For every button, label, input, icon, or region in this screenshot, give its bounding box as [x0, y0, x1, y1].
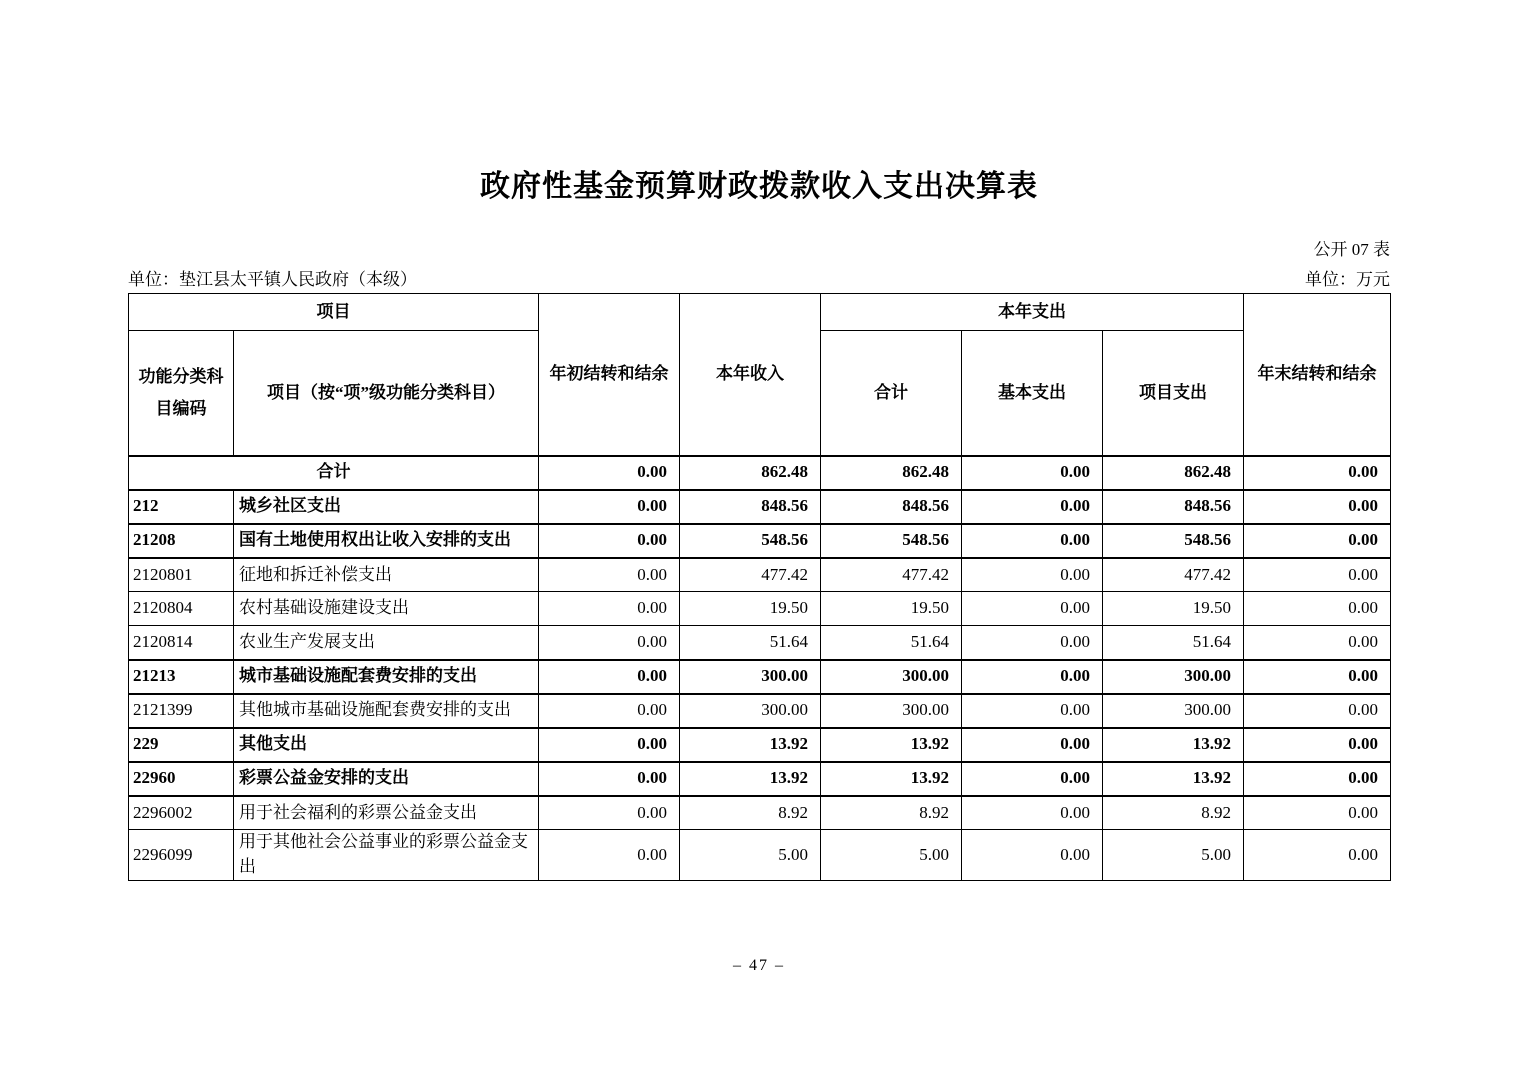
row-code: 21208 [129, 524, 234, 558]
row-value: 19.50 [821, 592, 962, 626]
row-value: 477.42 [1103, 558, 1244, 592]
row-name: 国有土地使用权出让收入安排的支出 [234, 524, 539, 558]
header-row-top [129, 294, 1391, 331]
row-value: 13.92 [821, 762, 962, 796]
table-row [129, 490, 1391, 524]
row-value: 0.00 [539, 524, 680, 558]
row-value: 0.00 [1244, 694, 1391, 728]
row-value: 5.00 [1103, 830, 1244, 880]
row-value: 477.42 [821, 558, 962, 592]
row-value: 8.92 [821, 796, 962, 830]
unit-left-label: 单位：垫江县太平镇人民政府（本级） [128, 270, 417, 289]
row-value: 862.48 [821, 456, 962, 490]
row-value: 13.92 [1103, 762, 1244, 796]
document-content [128, 170, 1390, 975]
row-value: 300.00 [821, 694, 962, 728]
table-row [129, 456, 1391, 490]
row-value: 0.00 [962, 626, 1103, 660]
header-current-year-expense: 本年支出 [821, 294, 1244, 331]
table-row [129, 626, 1391, 660]
row-name: 城市基础设施配套费安排的支出 [234, 660, 539, 694]
row-value: 0.00 [539, 796, 680, 830]
row-value: 0.00 [539, 830, 680, 880]
table-row [129, 524, 1391, 558]
row-code: 21213 [129, 660, 234, 694]
table-row [129, 796, 1391, 830]
row-value: 0.00 [1244, 728, 1391, 762]
row-value: 0.00 [962, 796, 1103, 830]
row-name: 其他支出 [234, 728, 539, 762]
row-value: 0.00 [1244, 456, 1391, 490]
row-value: 548.56 [1103, 524, 1244, 558]
row-value: 477.42 [680, 558, 821, 592]
row-value: 0.00 [962, 524, 1103, 558]
unit-row [128, 265, 1390, 290]
row-value: 0.00 [1244, 592, 1391, 626]
row-value: 0.00 [539, 728, 680, 762]
table-row [129, 660, 1391, 694]
table-row [129, 694, 1391, 728]
header-item: 项目（按“项”级功能分类科目） [234, 331, 539, 456]
row-value: 848.56 [680, 490, 821, 524]
row-name: 农村基础设施建设支出 [234, 592, 539, 626]
row-value: 0.00 [539, 558, 680, 592]
row-code: 212 [129, 490, 234, 524]
row-value: 300.00 [821, 660, 962, 694]
row-value: 0.00 [1244, 762, 1391, 796]
row-value: 0.00 [539, 490, 680, 524]
row-value: 5.00 [680, 830, 821, 880]
table-code-label: 公开 07 表 [1313, 240, 1390, 259]
row-value: 862.48 [680, 456, 821, 490]
row-code: 2120804 [129, 592, 234, 626]
row-value: 13.92 [821, 728, 962, 762]
row-value: 300.00 [680, 694, 821, 728]
row-value: 0.00 [962, 456, 1103, 490]
row-value: 0.00 [962, 830, 1103, 880]
row-value: 0.00 [539, 592, 680, 626]
row-name: 其他城市基础设施配套费安排的支出 [234, 694, 539, 728]
row-value: 0.00 [962, 490, 1103, 524]
row-code: 2296099 [129, 830, 234, 880]
row-value: 13.92 [1103, 728, 1244, 762]
unit-right-label: 单位：万元 [1305, 270, 1390, 289]
row-value: 548.56 [821, 524, 962, 558]
row-value: 0.00 [1244, 830, 1391, 880]
header-beginning-balance: 年初结转和结余 [539, 294, 680, 456]
row-value: 848.56 [1103, 490, 1244, 524]
row-code: 22960 [129, 762, 234, 796]
page-number: – 47 – [733, 956, 785, 974]
row-code: 229 [129, 728, 234, 762]
row-value: 300.00 [680, 660, 821, 694]
row-value: 0.00 [962, 762, 1103, 796]
row-code: 2120801 [129, 558, 234, 592]
row-value: 0.00 [962, 558, 1103, 592]
row-code: 2121399 [129, 694, 234, 728]
table-row [129, 830, 1391, 880]
row-value: 0.00 [1244, 524, 1391, 558]
row-name: 农业生产发展支出 [234, 626, 539, 660]
row-code: 2120814 [129, 626, 234, 660]
row-name: 征地和拆迁补偿支出 [234, 558, 539, 592]
row-value: 0.00 [539, 456, 680, 490]
row-value: 0.00 [962, 660, 1103, 694]
row-value: 19.50 [680, 592, 821, 626]
header-current-year-income: 本年收入 [680, 294, 821, 456]
table-header [129, 294, 1391, 456]
row-name: 彩票公益金安排的支出 [234, 762, 539, 796]
row-value: 8.92 [1103, 796, 1244, 830]
row-name: 用于社会福利的彩票公益金支出 [234, 796, 539, 830]
row-value: 0.00 [539, 694, 680, 728]
row-value: 5.00 [821, 830, 962, 880]
page-title: 政府性基金预算财政拨款收入支出决算表 [480, 170, 1038, 203]
row-value: 13.92 [680, 762, 821, 796]
header-project-group: 项目 [129, 294, 539, 331]
row-value: 0.00 [1244, 558, 1391, 592]
row-value: 862.48 [1103, 456, 1244, 490]
header-basic-expense: 基本支出 [962, 331, 1103, 456]
row-value: 548.56 [680, 524, 821, 558]
row-name: 用于其他社会公益事业的彩票公益金支出 [234, 830, 539, 880]
header-project-expense: 项目支出 [1103, 331, 1244, 456]
table-row [129, 728, 1391, 762]
row-value: 0.00 [962, 728, 1103, 762]
table-row [129, 558, 1391, 592]
table-body [129, 456, 1391, 880]
row-value: 8.92 [680, 796, 821, 830]
row-value: 300.00 [1103, 694, 1244, 728]
budget-table [128, 293, 1391, 881]
row-value: 0.00 [539, 762, 680, 796]
row-value: 0.00 [539, 660, 680, 694]
row-value: 0.00 [1244, 796, 1391, 830]
table-row [129, 592, 1391, 626]
row-value: 19.50 [1103, 592, 1244, 626]
table-row [129, 762, 1391, 796]
row-value: 848.56 [821, 490, 962, 524]
row-label-total: 合计 [129, 456, 539, 490]
header-total: 合计 [821, 331, 962, 456]
row-value: 51.64 [680, 626, 821, 660]
row-code: 2296002 [129, 796, 234, 830]
row-value: 51.64 [821, 626, 962, 660]
row-value: 51.64 [1103, 626, 1244, 660]
row-value: 0.00 [1244, 660, 1391, 694]
row-value: 300.00 [1103, 660, 1244, 694]
header-ending-balance: 年末结转和结余 [1244, 294, 1391, 456]
header-function-code: 功能分类科目编码 [129, 331, 234, 456]
row-value: 0.00 [962, 694, 1103, 728]
row-value: 0.00 [539, 626, 680, 660]
row-value: 13.92 [680, 728, 821, 762]
row-value: 0.00 [962, 592, 1103, 626]
row-value: 0.00 [1244, 626, 1391, 660]
row-value: 0.00 [1244, 490, 1391, 524]
row-name: 城乡社区支出 [234, 490, 539, 524]
